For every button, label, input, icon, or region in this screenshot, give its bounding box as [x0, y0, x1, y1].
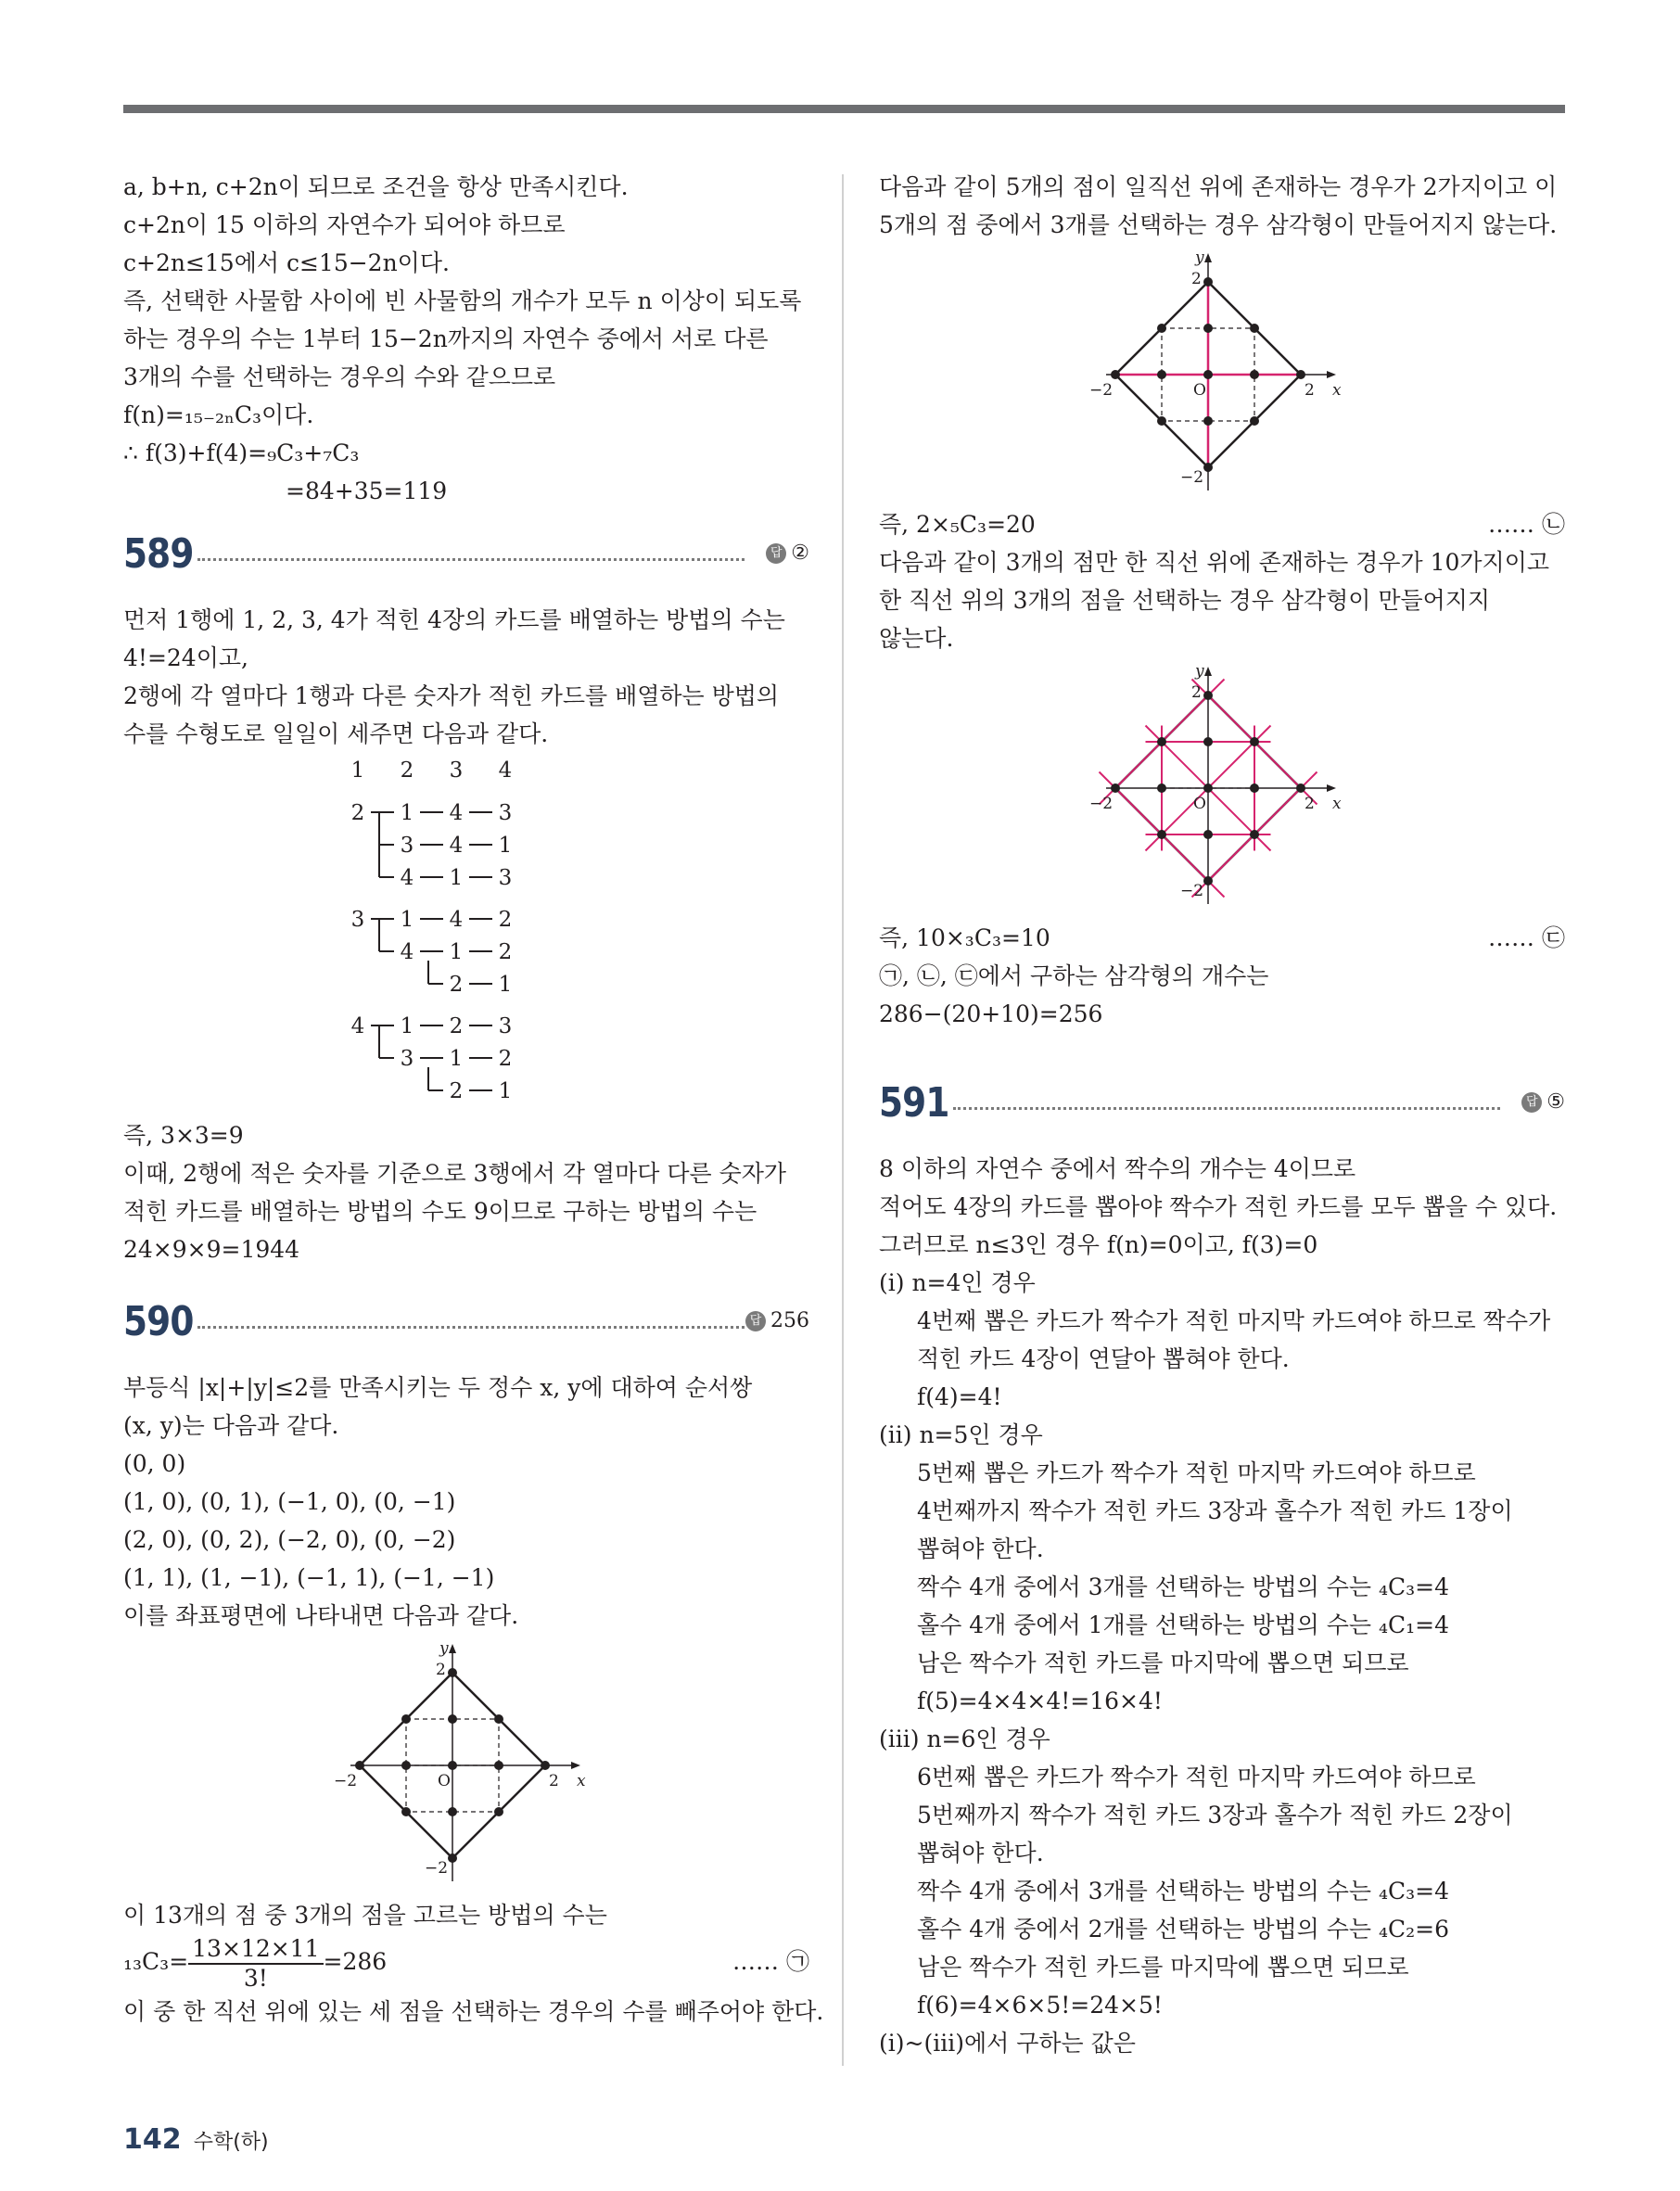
tree-node: 2	[449, 1014, 464, 1038]
lattice-point	[448, 1668, 457, 1677]
tree-node: 1	[449, 1047, 464, 1071]
tree-node: 3	[498, 1014, 513, 1038]
text-line: 홀수 4개 중에서 1개를 선택하는 방법의 수는 ₄C₁=4	[917, 1611, 1450, 1638]
tree-node: 1	[449, 940, 464, 964]
equation-text: 즉, 2×₅C₃=20	[879, 511, 1036, 538]
text-line: 5개의 점 중에서 3개를 선택하는 경우 삼각형이 만들어지지 않는다.	[879, 211, 1558, 238]
tree-root: 3	[350, 908, 365, 932]
text-line: (ⅰ) n=4인 경우	[879, 1269, 1036, 1296]
text-line: f(n)=₁₅₋₂ₙC₃이다.	[123, 401, 314, 428]
lattice-point	[1111, 370, 1120, 379]
text-line: 뽑혀야 한다.	[917, 1535, 1044, 1562]
right-column	[879, 168, 1565, 2062]
problem-number: 591	[879, 1079, 949, 1127]
coordinate-figure-five-point-lines	[1088, 249, 1356, 500]
tree-node: 4	[400, 940, 414, 964]
equation-mark: …… ㉢	[1488, 924, 1565, 951]
left-column	[123, 168, 824, 2031]
tree-node: 1	[400, 908, 414, 932]
origin-label: O	[1193, 795, 1206, 813]
origin-label: O	[1193, 381, 1206, 400]
problem-589-header	[123, 527, 809, 582]
equation-line	[879, 919, 1565, 957]
text-line: 즉, 3×3=9	[123, 1122, 244, 1149]
tree-node: 1	[449, 866, 464, 890]
lattice-point	[1250, 370, 1259, 379]
x-axis-arrow	[571, 1762, 580, 1769]
lattice-point	[1203, 691, 1213, 700]
text-line: 적힌 카드 4장이 연달아 뽑혀야 한다.	[917, 1345, 1290, 1372]
lattice-point	[1111, 783, 1120, 793]
lattice-point	[1203, 324, 1213, 333]
equation-line	[879, 505, 1565, 543]
text-line: 즉, 선택한 사물함 사이에 빈 사물함의 개수가 모두 n 이상이 되도록	[123, 287, 802, 314]
text-line: (1, 0), (0, 1), (−1, 0), (0, −1)	[123, 1488, 456, 1515]
lattice-point	[401, 1714, 411, 1724]
text-line: 수를 수형도로 일일이 세주면 다음과 같다.	[123, 720, 549, 747]
lattice-point	[1203, 463, 1213, 472]
lattice-point	[1250, 830, 1259, 839]
tree-node: 3	[498, 866, 513, 890]
text-line: ㉠, ㉡, ㉢에서 구하는 삼각형의 개수는	[879, 962, 1269, 989]
y-axis-arrow	[1204, 667, 1212, 676]
equation-mark: …… ㉠	[732, 1948, 809, 1975]
text-line: 5번째 뽑은 카드가 짝수가 적힌 마지막 카드여야 하므로	[917, 1459, 1476, 1486]
lattice-point	[1157, 830, 1166, 839]
answer-icon: 답	[1521, 1092, 1542, 1113]
text-line: 적어도 4장의 카드를 뽑아야 짝수가 적힌 카드를 모두 뽑을 수 있다.	[879, 1193, 1558, 1220]
lattice-point	[448, 1761, 457, 1770]
text-line: 6번째 뽑은 카드가 짝수가 적힌 마지막 카드여야 하므로	[917, 1764, 1476, 1790]
problem-590-last-line: 이 중 한 직선 위에 있는 세 점을 선택하는 경우의 수를 빼주어야 한다.	[123, 1997, 824, 2025]
text-line: 뽑혀야 한다.	[917, 1840, 1044, 1866]
problem-589-conclusion	[123, 1116, 809, 1268]
page-footer	[123, 2123, 269, 2156]
tree-header: 4	[498, 758, 513, 783]
tree-node: 3	[400, 1047, 414, 1071]
text-line: 4번째 뽑은 카드가 짝수가 적힌 마지막 카드여야 하므로 짝수가	[917, 1307, 1551, 1334]
text-line: 4!=24이고,	[123, 644, 248, 671]
text-line: ∴ f(3)+f(4)=₉C₃+₇C₃	[123, 439, 360, 466]
problem-590-count-text	[123, 1896, 809, 1934]
tree-node: 4	[449, 801, 464, 825]
origin-label: O	[438, 1772, 451, 1790]
coordinate-figure-three-point-lines	[1088, 663, 1356, 913]
text-line: (ⅲ) n=6인 경우	[879, 1726, 1050, 1752]
text-line: 한 직선 위의 3개의 점을 선택하는 경우 삼각형이 만들어지지	[879, 587, 1491, 614]
dotted-leader	[197, 558, 745, 561]
lattice-point	[401, 1761, 411, 1770]
answer-icon: 답	[745, 1311, 766, 1331]
text-line: 5번째까지 짝수가 적힌 카드 3장과 홀수가 적힌 카드 2장이	[917, 1802, 1513, 1828]
text-line: 8 이하의 자연수 중에서 짝수의 개수는 4이므로	[879, 1155, 1356, 1182]
tree-node: 2	[449, 973, 464, 997]
x-axis-arrow	[1327, 784, 1336, 792]
lattice-point	[355, 1761, 364, 1770]
right-text-a	[879, 168, 1565, 244]
book-title: 수학(하)	[193, 2131, 269, 2154]
y-axis-label: y	[1195, 663, 1204, 681]
equation-text: 즉, 10×₃C₃=10	[879, 924, 1050, 951]
x-axis-label: x	[577, 1772, 586, 1790]
text-line: 짝수 4개 중에서 3개를 선택하는 방법의 수는 ₄C₃=4	[917, 1573, 1450, 1600]
lattice-point	[1157, 737, 1166, 746]
tree-node: 2	[498, 908, 513, 932]
problem-590-text	[123, 1369, 809, 1635]
lattice-point	[1203, 830, 1213, 839]
tick-label: 2	[1305, 381, 1315, 400]
tree-node: 3	[498, 801, 513, 825]
lattice-point	[541, 1761, 550, 1770]
text-line: (0, 0)	[123, 1450, 186, 1477]
fraction	[188, 1935, 323, 1993]
text-line: 않는다.	[879, 625, 954, 652]
tick-label: 2	[1191, 270, 1202, 288]
tree-node: 1	[498, 973, 513, 997]
text-line: 3개의 수를 선택하는 경우의 수와 같으므로	[123, 363, 556, 390]
lattice-point	[1250, 737, 1259, 746]
lattice-point	[1157, 783, 1166, 793]
answer-value: ⑤	[1546, 1090, 1565, 1114]
lattice-point	[1250, 416, 1259, 426]
equation-mark: …… ㉡	[1488, 511, 1565, 538]
tick-label: −2	[1089, 381, 1114, 400]
text-line: 남은 짝수가 적힌 카드를 마지막에 뽑으면 되므로	[917, 1650, 1409, 1676]
problem-number: 590	[123, 1298, 194, 1345]
column-divider	[842, 174, 844, 2066]
text-line: 2행에 각 열마다 1행과 다른 숫자가 적힌 카드를 배열하는 방법의	[123, 682, 780, 709]
tree-node: 1	[498, 1079, 513, 1100]
tree-node: 1	[400, 801, 414, 825]
text-line: 다음과 같이 5개의 점이 일직선 위에 존재하는 경우가 2가지이고 이	[879, 173, 1558, 200]
tick-label: −2	[425, 1859, 449, 1878]
tick-label: 2	[1305, 795, 1315, 813]
lattice-point	[1296, 783, 1305, 793]
right-text-b	[879, 543, 1565, 657]
problem-590-header	[123, 1294, 809, 1350]
text-line: 24×9×9=1944	[123, 1236, 300, 1263]
tree-root: 2	[350, 801, 365, 825]
text-line: (ⅱ) n=5인 경우	[879, 1421, 1043, 1448]
tree-diagram	[123, 757, 809, 1100]
x-axis-label: x	[1332, 795, 1342, 813]
text-line: =84+35=119	[286, 478, 448, 504]
tree-node: 2	[498, 940, 513, 964]
dotted-leader	[953, 1107, 1500, 1110]
lattice-point	[1203, 370, 1213, 379]
tick-label: 2	[436, 1661, 446, 1679]
lattice-point	[494, 1761, 503, 1770]
top-rule	[123, 105, 1565, 113]
problem-591-text	[879, 1150, 1565, 2062]
y-axis-arrow	[449, 1644, 456, 1653]
right-text-c	[879, 957, 1565, 1033]
text-line: (x, y)는 다음과 같다.	[123, 1412, 339, 1439]
text-line: 286−(20+10)=256	[879, 1000, 1103, 1027]
tree-node: 4	[400, 866, 414, 890]
lattice-point	[448, 1714, 457, 1724]
fraction-denominator: 3!	[243, 1964, 268, 1992]
text-line: 짝수 4개 중에서 3개를 선택하는 방법의 수는 ₄C₃=4	[917, 1878, 1450, 1904]
tick-label: −2	[1089, 795, 1114, 813]
tick-label: −2	[334, 1772, 358, 1790]
y-axis-arrow	[1204, 253, 1212, 262]
tree-node: 2	[498, 1047, 513, 1071]
text-line: 하는 경우의 수는 1부터 15−2n까지의 자연수 중에서 서로 다른	[123, 325, 769, 352]
text-line: 이 13개의 점 중 3개의 점을 고르는 방법의 수는	[123, 1902, 607, 1929]
lattice-point	[1296, 370, 1305, 379]
comb-lhs: ₁₃C₃=	[123, 1948, 189, 1975]
lattice-point	[1250, 324, 1259, 333]
page-number: 142	[123, 2123, 182, 2156]
text-line: 부등식 |x|+|y|≤2를 만족시키는 두 정수 x, y에 대하여 순서쌍	[123, 1374, 753, 1401]
dotted-leader	[197, 1326, 745, 1329]
text-line: c+2n이 15 이하의 자연수가 되어야 하므로	[123, 211, 566, 238]
lattice-point	[401, 1807, 411, 1816]
tree-node: 1	[498, 834, 513, 858]
tick-label: 2	[1191, 683, 1202, 702]
tree-node: 3	[400, 834, 414, 858]
text-line: a, b+n, c+2n이 되므로 조건을 항상 만족시킨다.	[123, 173, 629, 200]
lattice-point	[1203, 277, 1213, 287]
lattice-point	[448, 1853, 457, 1863]
tree-node: 4	[449, 834, 464, 858]
problem-589-text	[123, 601, 809, 753]
answer-box	[745, 1307, 809, 1335]
y-axis-label: y	[439, 1640, 449, 1658]
answer-value: ②	[791, 541, 809, 565]
tick-label: −2	[1180, 882, 1204, 900]
answer-icon: 답	[766, 543, 786, 564]
text-line: 적힌 카드를 배열하는 방법의 수도 9이므로 구하는 방법의 수는	[123, 1198, 757, 1225]
text-line: 이를 좌표평면에 나타내면 다음과 같다.	[123, 1602, 519, 1629]
combination-equation	[123, 1934, 809, 1993]
lattice-point	[1203, 416, 1213, 426]
text-line: f(5)=4×4×4!=16×4!	[917, 1688, 1163, 1714]
lattice-point	[494, 1807, 503, 1816]
answer-box	[766, 540, 809, 567]
text-line: 4번째까지 짝수가 적힌 카드 3장과 홀수가 적힌 카드 1장이	[917, 1497, 1513, 1524]
text-line: 이때, 2행에 적은 숫자를 기준으로 3행에서 각 열마다 다른 숫자가	[123, 1160, 787, 1187]
answer-value: 256	[770, 1309, 809, 1332]
problem-number: 589	[123, 530, 194, 578]
lattice-point	[1203, 783, 1213, 793]
y-axis-label: y	[1195, 249, 1204, 267]
text-line: f(6)=4×6×5!=24×5!	[917, 1992, 1163, 2019]
problem-591-header	[879, 1076, 1565, 1131]
lattice-point	[1157, 324, 1166, 333]
comb-rhs: =286	[323, 1948, 388, 1975]
text-line: 남은 짝수가 적힌 카드를 마지막에 뽑으면 되므로	[917, 1954, 1409, 1981]
lattice-point	[1157, 416, 1166, 426]
text-line: f(4)=4!	[917, 1383, 1002, 1410]
lattice-point	[1203, 737, 1213, 746]
tick-label: 2	[549, 1772, 559, 1790]
tick-label: −2	[1180, 468, 1204, 487]
coordinate-figure-points	[332, 1640, 601, 1891]
fraction-numerator: 13×12×11	[188, 1935, 323, 1965]
text-line: (2, 0), (0, 2), (−2, 0), (0, −2)	[123, 1526, 456, 1553]
tree-root: 4	[350, 1014, 365, 1038]
x-axis-arrow	[1327, 371, 1336, 378]
lattice-point	[448, 1807, 457, 1816]
lattice-point	[1157, 370, 1166, 379]
text-line: 먼저 1행에 1, 2, 3, 4가 적힌 4장의 카드를 배열하는 방법의 수는	[123, 606, 785, 633]
intro-solution	[123, 168, 809, 510]
text-line: 다음과 같이 3개의 점만 한 직선 위에 존재하는 경우가 10가지이고	[879, 549, 1549, 576]
tree-header: 1	[350, 758, 365, 783]
lattice-point	[1203, 876, 1213, 885]
text-line: 홀수 4개 중에서 2개를 선택하는 방법의 수는 ₄C₂=6	[917, 1916, 1450, 1943]
answer-box	[1521, 1089, 1565, 1116]
tree-node: 4	[449, 908, 464, 932]
text-line: (1, 1), (1, −1), (−1, 1), (−1, −1)	[123, 1564, 495, 1591]
lattice-point	[494, 1714, 503, 1724]
tree-node: 1	[400, 1014, 414, 1038]
tree-header: 2	[400, 758, 414, 783]
tree-node: 2	[449, 1079, 464, 1100]
lattice-point	[1250, 783, 1259, 793]
x-axis-label: x	[1332, 381, 1342, 400]
text-line: c+2n≤15에서 c≤15−2n이다.	[123, 249, 450, 276]
text-line: 그러므로 n≤3인 경우 f(n)=0이고, f(3)=0	[879, 1231, 1318, 1258]
tree-header: 3	[449, 758, 464, 783]
text-line: (ⅰ)~(ⅲ)에서 구하는 값은	[879, 2030, 1136, 2057]
